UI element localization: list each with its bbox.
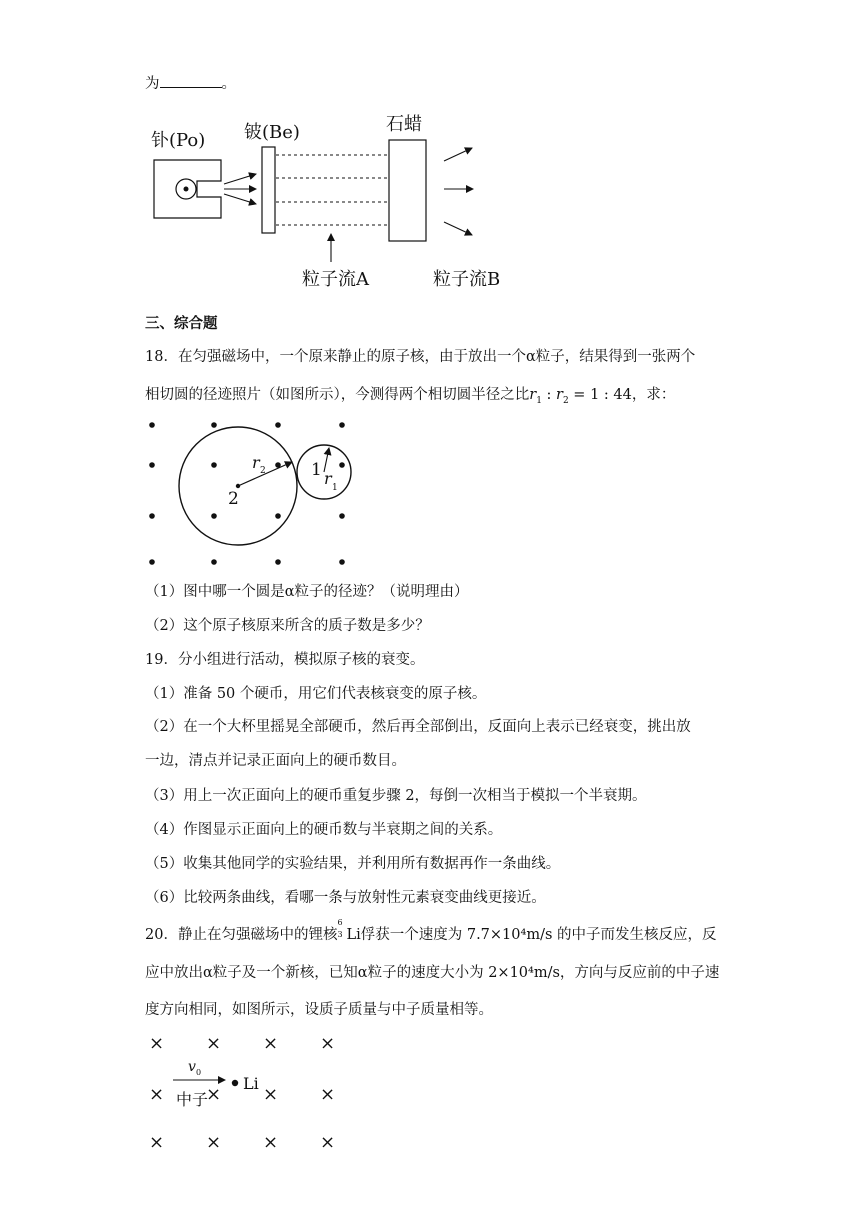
q19-step1: （1）准备 50 个硬币，用它们代表核衰变的原子核。 (145, 686, 487, 702)
li-nucleus-dot (232, 1080, 238, 1086)
r2-sub: 2 (260, 466, 266, 476)
field-cross: × (263, 1132, 279, 1153)
field-cross: × (149, 1033, 165, 1054)
ratio-colon: : (541, 387, 557, 403)
li-nuclide (337, 918, 346, 939)
stream-b-arrow-upper (444, 148, 472, 161)
field-cross: × (149, 1084, 165, 1105)
q19-step2a: （2）在一个大杯里摇晃全部硬币，然后再全部倒出，反面向上表示已经衰变，挑出放 (145, 719, 691, 735)
ratio-r1: r (529, 387, 537, 403)
li-mass-number: 6 (337, 918, 343, 927)
stream-a-lines (276, 155, 388, 225)
figure-tangent-circles (0, 400, 860, 600)
field-cross: × (320, 1132, 336, 1153)
figure-neutron-discovery (0, 0, 860, 300)
q20-line1-suffix: 俘获一个速度为 7.7×10⁴m/s 的中子而发生核反应，反 (360, 927, 717, 943)
q19-step5: （5）收集其他同学的实验结果，并利用所有数据再作一条曲线。 (145, 856, 561, 872)
v0-label: v (188, 1059, 196, 1075)
paraffin-block (389, 140, 426, 241)
q18-line2-prefix: 相切圆的径迹照片（如图所示），今测得两个相切圆半径之比 (145, 387, 530, 403)
r1-label: r (324, 469, 332, 488)
section-heading: 三、综合题 (145, 315, 218, 332)
li-label: Li (243, 1074, 259, 1093)
be-plate (262, 147, 275, 233)
po-label: 钋(Po) (151, 130, 206, 151)
q20-line2: 应中放出α粒子及一个新核，已知α粒子的速度大小为 2×10⁴m/s，方向与反应前的中子速 (145, 965, 720, 981)
ratio-sub1: 1 (536, 395, 542, 406)
li-symbol: Li (346, 927, 361, 943)
small-circle-label: 1 (311, 460, 322, 480)
li-charge-number: 3 (337, 930, 343, 939)
q17-suffix: 。 (221, 76, 236, 92)
q19-step3: （3）用上一次正面向上的硬币重复步骤 2，每倒一次相当于模拟一个半衰期。 (145, 788, 647, 804)
field-cross: × (206, 1084, 222, 1105)
alpha-ray-lower (224, 194, 256, 204)
stream-a-label: 粒子流A (302, 269, 369, 290)
field-cross: × (149, 1132, 165, 1153)
q20-line1 (145, 918, 717, 944)
q18-line1: 18．在匀强磁场中，一个原来静止的原子核，由于放出一个α粒子，结果得到一张两个 (145, 349, 696, 365)
neutron-label: 中子 (176, 1090, 209, 1109)
field-cross: × (206, 1132, 222, 1153)
q17-prefix: 为 (145, 76, 160, 92)
figure-lithium-neutron (0, 1030, 860, 1170)
q20-line3: 度方向相同，如图所示，设质子质量与中子质量相等。 (145, 1002, 493, 1018)
big-circle-label: 2 (228, 489, 239, 509)
field-cross: × (320, 1084, 336, 1105)
po-source-dot (184, 187, 189, 192)
ratio-value: = 1 : 44 (568, 387, 632, 403)
field-cross: × (206, 1033, 222, 1054)
field-cross: × (263, 1033, 279, 1054)
q18-line2-suffix: ，求： (631, 387, 676, 403)
q18-sub2: （2）这个原子核原来所含的质子数是多少？ (145, 618, 430, 634)
q19-line1: 19．分小组进行活动，模拟原子核的衰变。 (145, 652, 425, 668)
stream-b-arrow-lower (444, 222, 472, 235)
alpha-ray-upper (224, 174, 256, 184)
q18-sub1: （1）图中哪一个圆是α粒子的径迹？（说明理由） (145, 584, 469, 600)
q19-step6: （6）比较两条曲线，看哪一条与放射性元素衰变曲线更接近。 (145, 890, 546, 906)
be-label: 铍(Be) (244, 122, 300, 143)
paraffin-label: 石蜡 (386, 114, 422, 135)
stream-b-label: 粒子流B (433, 269, 501, 290)
r1-sub: 1 (332, 483, 338, 493)
v0-sub: 0 (196, 1068, 202, 1077)
ratio-r2: r (556, 387, 563, 403)
field-cross: × (263, 1084, 279, 1105)
ratio-sub2: 2 (562, 395, 569, 406)
q19-step2b: 一边，清点并记录正面向上的硬币数目。 (145, 753, 406, 769)
q20-line1-prefix: 20．静止在匀强磁场中的锂核 (145, 927, 338, 943)
magnetic-field-dots (149, 422, 345, 565)
q19-step4: （4）作图显示正面向上的硬币数与半衰期之间的关系。 (145, 822, 503, 838)
field-cross: × (320, 1033, 336, 1054)
r2-label: r (252, 453, 260, 472)
